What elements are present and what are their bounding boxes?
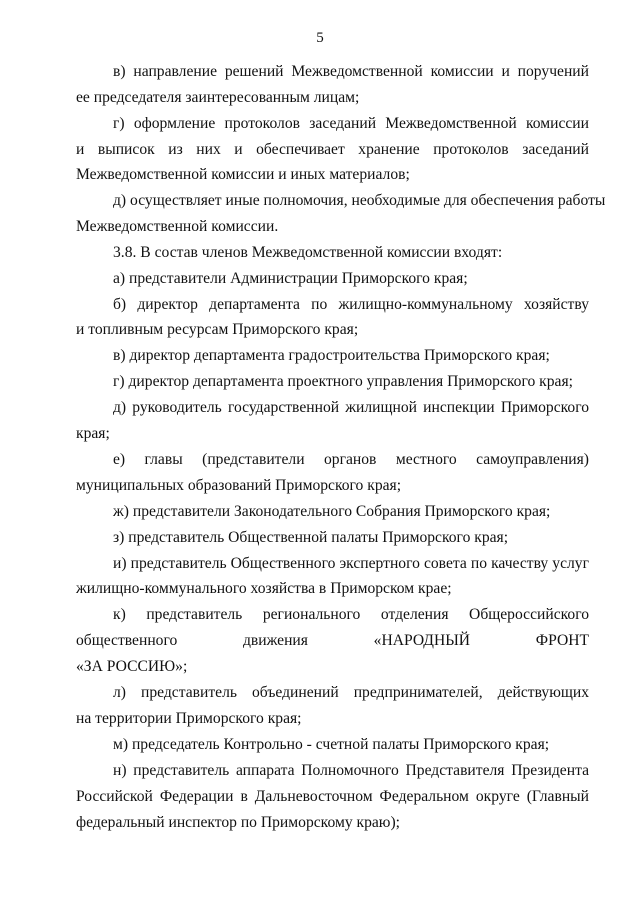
- paragraph-line: д) осуществляет иные полномочия, необходимые для обеспечения работы: [113, 192, 606, 209]
- list-item: е) главы (представители органов местного самоуправления): [113, 451, 589, 468]
- paragraph-line: в) направление решений Межведомственной комиссии и поручений: [113, 63, 589, 80]
- list-item-continuation: муниципальных образований Приморского края;: [76, 477, 402, 494]
- list-item: в) директор департамента градостроительства Приморского края;: [113, 347, 550, 364]
- list-item-continuation: на территории Приморского края;: [76, 710, 302, 727]
- list-item: д) руководитель государственной жилищной инспекции Приморского: [113, 399, 589, 416]
- document-body: [76, 0, 606, 905]
- list-item-continuation: федеральный инспектор по Приморскому краю);: [76, 814, 400, 831]
- list-item: и) представитель Общественного экспертного совета по качеству услуг: [113, 555, 589, 572]
- list-item: м) председатель Контрольно - счетной палаты Приморского края;: [113, 736, 550, 753]
- list-item: а) представители Администрации Приморского края;: [113, 270, 468, 287]
- paragraph-line: г) оформление протоколов заседаний Межведомственной комиссии: [113, 115, 589, 132]
- list-item-continuation: и топливным ресурсам Приморского края;: [76, 321, 359, 338]
- page-number: 5: [316, 30, 324, 46]
- list-item: з) представитель Общественной палаты Приморского края;: [113, 529, 509, 546]
- list-item: б) директор департамента по жилищно-коммунальному хозяйству: [113, 296, 589, 313]
- list-item: ж) представители Законодательного Собрания Приморского края;: [113, 503, 551, 520]
- list-item-continuation: Российской Федерации в Дальневосточном Федеральном округе (Главный: [76, 788, 589, 805]
- list-item-continuation: жилищно-коммунального хозяйства в Приморском крае;: [76, 580, 452, 597]
- paragraph-line: ее председателя заинтересованным лицам;: [76, 89, 360, 106]
- list-item-continuation: «ЗА РОССИЮ»;: [76, 658, 188, 675]
- paragraph-line: и выписок из них и обеспечивает хранение протоколов заседаний: [76, 141, 589, 158]
- paragraph-line: Межведомственной комиссии.: [76, 218, 279, 235]
- list-item: к) представитель регионального отделения Общероссийского: [113, 606, 589, 623]
- list-item: г) директор департамента проектного управления Приморского края;: [113, 373, 573, 390]
- paragraph-line: Межведомственной комиссии и иных материалов;: [76, 166, 410, 183]
- list-item: н) представитель аппарата Полномочного Представителя Президента: [113, 762, 589, 779]
- list-item: л) представитель объединений предпринимателей, действующих: [113, 684, 589, 701]
- list-item-continuation: общественного движения «НАРОДНЫЙ ФРОНТ: [76, 632, 589, 649]
- list-item-continuation: края;: [76, 425, 110, 442]
- section-heading: 3.8. В состав членов Межведомственной комиссии входят:: [113, 244, 503, 261]
